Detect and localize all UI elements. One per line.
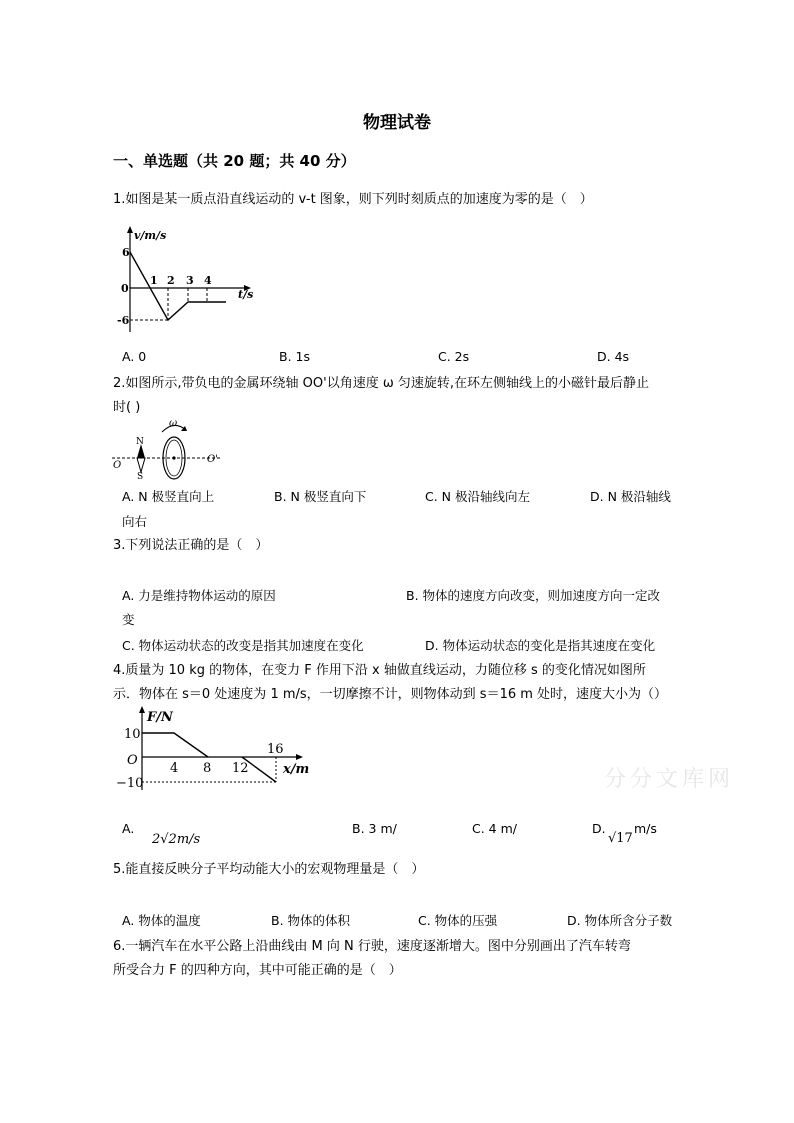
question-4-force-graph	[112, 704, 312, 794]
q5-option-d: D. 物体所含分子数	[567, 913, 673, 928]
vt-tick-t4: 4	[204, 274, 212, 287]
q3-option-d: D. 物体运动状态的变化是指其速度在变化	[425, 638, 656, 653]
q1-option-c: C. 2s	[438, 349, 470, 364]
q1-option-d: D. 4s	[597, 349, 630, 364]
question-6-stem-line1: 6.一辆汽车在水平公路上沿曲线由 M 向 N 行驶，速度逐渐增大。图中分别画出了汽车转弯	[113, 939, 631, 954]
f-tick-x16: 16	[267, 742, 284, 757]
f-y-axis-label: F/N	[147, 710, 173, 725]
question-4-stem-line1: 4.质量为 10 kg 的物体，在变力 F 作用下沿 x 轴做直线运动，力随位移 s 的变化情况如图所	[113, 663, 646, 678]
q2-option-b: B. N 极竖直向下	[274, 489, 367, 504]
vt-x-axis-label: t/s	[238, 288, 254, 301]
question-3-stem: 3.下列说法正确的是（ ）	[113, 538, 269, 553]
page-title: 物理试卷	[363, 113, 431, 133]
question-6-stem-line2: 所受合力 F 的四种方向，其中可能正确的是（ ）	[113, 963, 402, 978]
vt-tick-0: 0	[121, 282, 129, 295]
q1-option-a: A. 0	[122, 349, 147, 364]
vt-tick-neg6: -6	[117, 314, 130, 327]
f-tick-x8: 8	[203, 761, 212, 776]
vt-tick-6: 6	[122, 246, 130, 259]
q4-option-d-value: √17	[608, 831, 633, 846]
question-1-stem: 1.如图是某一质点沿直线运动的 v-t 图象，则下列时刻质点的加速度为零的是（ ）	[113, 192, 593, 207]
s-pole-label: S	[137, 472, 144, 480]
n-pole-label: N	[136, 437, 144, 447]
q5-option-c: C. 物体的压强	[418, 913, 498, 928]
f-tick-o: O	[127, 753, 138, 768]
axis-o-right: O'	[207, 454, 218, 465]
q4-option-d-label: D.	[592, 821, 606, 836]
compass-needle-south	[137, 458, 145, 472]
q2-option-a: A. N 极竖直向上	[122, 489, 215, 504]
f-x-axis-label: x/m	[283, 762, 310, 777]
question-2-stem-line2: 时( )	[113, 400, 141, 415]
q4-option-d-unit: m/s	[634, 821, 657, 836]
axis-o-left: O	[113, 460, 122, 471]
f-tick-x12: 12	[232, 761, 249, 776]
omega-label: ω	[169, 418, 178, 429]
f-tick-10: 10	[124, 727, 141, 742]
q4-option-a-value: 2√2m/s	[152, 832, 201, 847]
q4-option-a-label: A.	[122, 821, 135, 836]
question-5-stem: 5.能直接反映分子平均动能大小的宏观物理量是（ ）	[113, 862, 425, 877]
q3-option-b-wrap: 变	[122, 612, 135, 627]
vt-tick-t1: 1	[150, 274, 158, 287]
section-heading: 一、单选题（共 20 题；共 40 分）	[113, 152, 356, 170]
f-tick-x4: 4	[170, 761, 179, 776]
q5-option-b: B. 物体的体积	[271, 913, 351, 928]
question-2-stem-line1: 2.如图所示,带负电的金属环绕轴 OO'以角速度 ω 匀速旋转,在环左侧轴线上的小磁针最后静止	[113, 376, 649, 391]
vt-tick-t3: 3	[186, 274, 194, 287]
q3-option-a: A. 力是维持物体运动的原因	[122, 588, 276, 603]
q1-option-b: B. 1s	[279, 349, 310, 364]
q2-option-c: C. N 极沿轴线向左	[425, 489, 530, 504]
q4-option-b: B. 3 m/	[352, 821, 397, 836]
q3-option-c: C. 物体运动状态的改变是指其加速度在变化	[122, 638, 364, 653]
question-1-vt-graph	[112, 224, 262, 336]
f-tick-neg10: −10	[116, 776, 144, 791]
q3-option-b: B. 物体的速度方向改变，则加速度方向一定改	[406, 588, 661, 603]
question-2-ring-figure	[110, 418, 225, 480]
q4-option-c: C. 4 m/	[472, 821, 517, 836]
watermark: 分分文库网	[604, 767, 735, 792]
q5-option-a: A. 物体的温度	[122, 913, 201, 928]
q2-option-d: D. N 极沿轴线	[590, 489, 671, 504]
vt-tick-t2: 2	[167, 274, 175, 287]
q2-option-d-wrap: 向右	[122, 514, 148, 529]
question-4-stem-line2: 示．物体在 s＝0 处速度为 1 m/s，一切摩擦不计，则物体动到 s＝16 m 处时，速度大小为（）	[113, 687, 668, 702]
vt-y-axis-label: v/m/s	[134, 229, 167, 242]
